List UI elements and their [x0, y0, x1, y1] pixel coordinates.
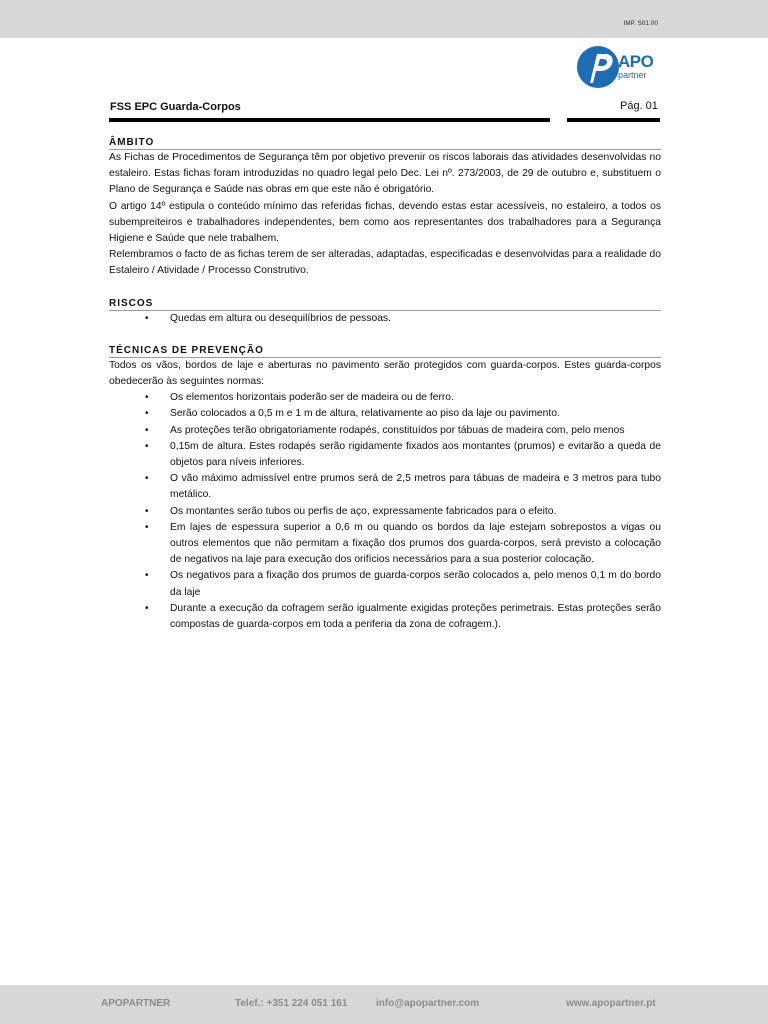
document-body: [109, 137, 661, 651]
list-item: [109, 471, 661, 503]
section-tecnicas: [109, 345, 661, 633]
list-item-text: Durante a execução da cofragem serão igualmente exigidas proteções perimetrais. Estas proteções serão compostas de guarda-corpos em toda a periferia da zona de cofragem.).: [170, 602, 661, 631]
top-band: [0, 0, 768, 38]
document-code: IMP. S01.00: [623, 21, 658, 27]
list-item-text: 0,15m de altura. Estes rodapés serão rigidamente fixados aos montantes (prumos) e evitarão a queda de objetos para níveis inferiores.: [170, 440, 661, 469]
logo-name: APO: [618, 52, 654, 71]
list-item: [109, 406, 661, 422]
list-item: [109, 423, 661, 439]
section-heading: ÂMBITO: [109, 137, 661, 150]
paragraph: Todos os vãos, bordos de laje e aberturas no pavimento serão protegidos com guarda-corpos. Estes guarda-corpos obedecerão às seguintes normas:: [109, 359, 661, 388]
risk-list: [109, 311, 661, 327]
prevention-list: [109, 390, 661, 633]
section-riscos: [109, 298, 661, 327]
list-item: [109, 504, 661, 520]
list-item: [109, 311, 661, 327]
bullet-icon: •: [145, 408, 149, 420]
list-item-text: As proteções terão obrigatoriamente rodapés, constituídos por tábuas de madeira com, pelo menos: [170, 424, 625, 436]
list-item: [109, 520, 661, 569]
title-rule-right: [567, 118, 660, 122]
bullet-icon: •: [145, 312, 149, 324]
bullet-icon: •: [145, 424, 149, 436]
paragraph: O artigo 14º estipula o conteúdo mínimo das referidas fichas, devendo estas estar acessíveis, no estaleiro, a todos os subempreiteiros e trabalhadores independentes, bem como aos representantes dos trabalhadores para a Segurança Higiene e Saúde que nele trabalhem.: [109, 200, 661, 245]
list-item-text: Em lajes de espessura superior a 0,6 m ou quando os bordos da laje estejam sobrepostos a vigas ou outros elementos que não permitam a fixação dos prumos dos guarda-corpos, será previsto a colocação de negativos na laje para execução dos orifícios necessários para a sua posterior colocação.: [170, 521, 661, 566]
page-number: Pág. 01: [620, 100, 658, 112]
bullet-icon: •: [145, 473, 149, 485]
paragraph: As Fichas de Procedimentos de Segurança têm por objetivo prevenir os riscos laborais das atividades desenvolvidas no estaleiro. Estas fichas foram introduzidas no quadro legal pelo Dec. Lei nº. 273/2003, de 29 de outubro e, substituem o Plano de Segurança e Saúde nas obras em que este não é obrigatório.: [109, 152, 661, 196]
bullet-icon: •: [145, 505, 149, 517]
list-item: [109, 439, 661, 471]
bullet-icon: •: [145, 570, 149, 582]
document-title: FSS EPC Guarda-Corpos: [110, 101, 241, 113]
footer-email[interactable]: info@apopartner.com: [376, 998, 480, 1009]
list-item-text: Os elementos horizontais poderão ser de madeira ou de ferro.: [170, 392, 454, 404]
list-item-text: Os montantes serão tubos ou perfis de aço, expressamente fabricados para o efeito.: [170, 505, 557, 517]
logo-sub: partner: [618, 70, 647, 80]
section-heading: RISCOS: [109, 298, 661, 311]
title-rule-left: [109, 118, 550, 122]
list-item-text: Serão colocados a 0,5 m e 1 m de altura, relativamente ao piso da laje ou pavimento.: [170, 408, 560, 420]
list-item-text: O vão máximo admissível entre prumos será de 2,5 metros para tábuas de madeira e 3 metros para tubo metálico.: [170, 473, 661, 501]
bullet-icon: •: [145, 392, 149, 404]
bullet-icon: •: [145, 521, 149, 533]
section-heading: TÉCNICAS DE PREVENÇÃO: [109, 345, 661, 358]
page-footer: [0, 985, 768, 1024]
list-item: [109, 568, 661, 600]
footer-phone: Telef.: +351 224 051 161: [235, 998, 348, 1009]
list-item: [109, 390, 661, 406]
section-ambito: [109, 137, 661, 280]
list-item: [109, 601, 661, 633]
list-item-text: Os negativos para a fixação dos prumos de guarda-corpos serão colocados a, pelo menos 0,1 m do bordo da laje: [170, 570, 661, 598]
footer-company: APOPARTNER: [101, 998, 171, 1009]
bullet-icon: •: [145, 602, 149, 614]
footer-website[interactable]: www.apopartner.pt: [566, 998, 656, 1009]
list-item-text: Quedas em altura ou desequilíbrios de pessoas.: [170, 312, 391, 324]
bullet-icon: •: [145, 440, 149, 452]
logo-wordmark: [618, 53, 653, 80]
paragraph: Relembramos o facto de as fichas terem de ser alteradas, adaptadas, especificadas e desenvolvidas para a realidade do Estaleiro / Atividade / Processo Construtivo.: [109, 249, 661, 277]
